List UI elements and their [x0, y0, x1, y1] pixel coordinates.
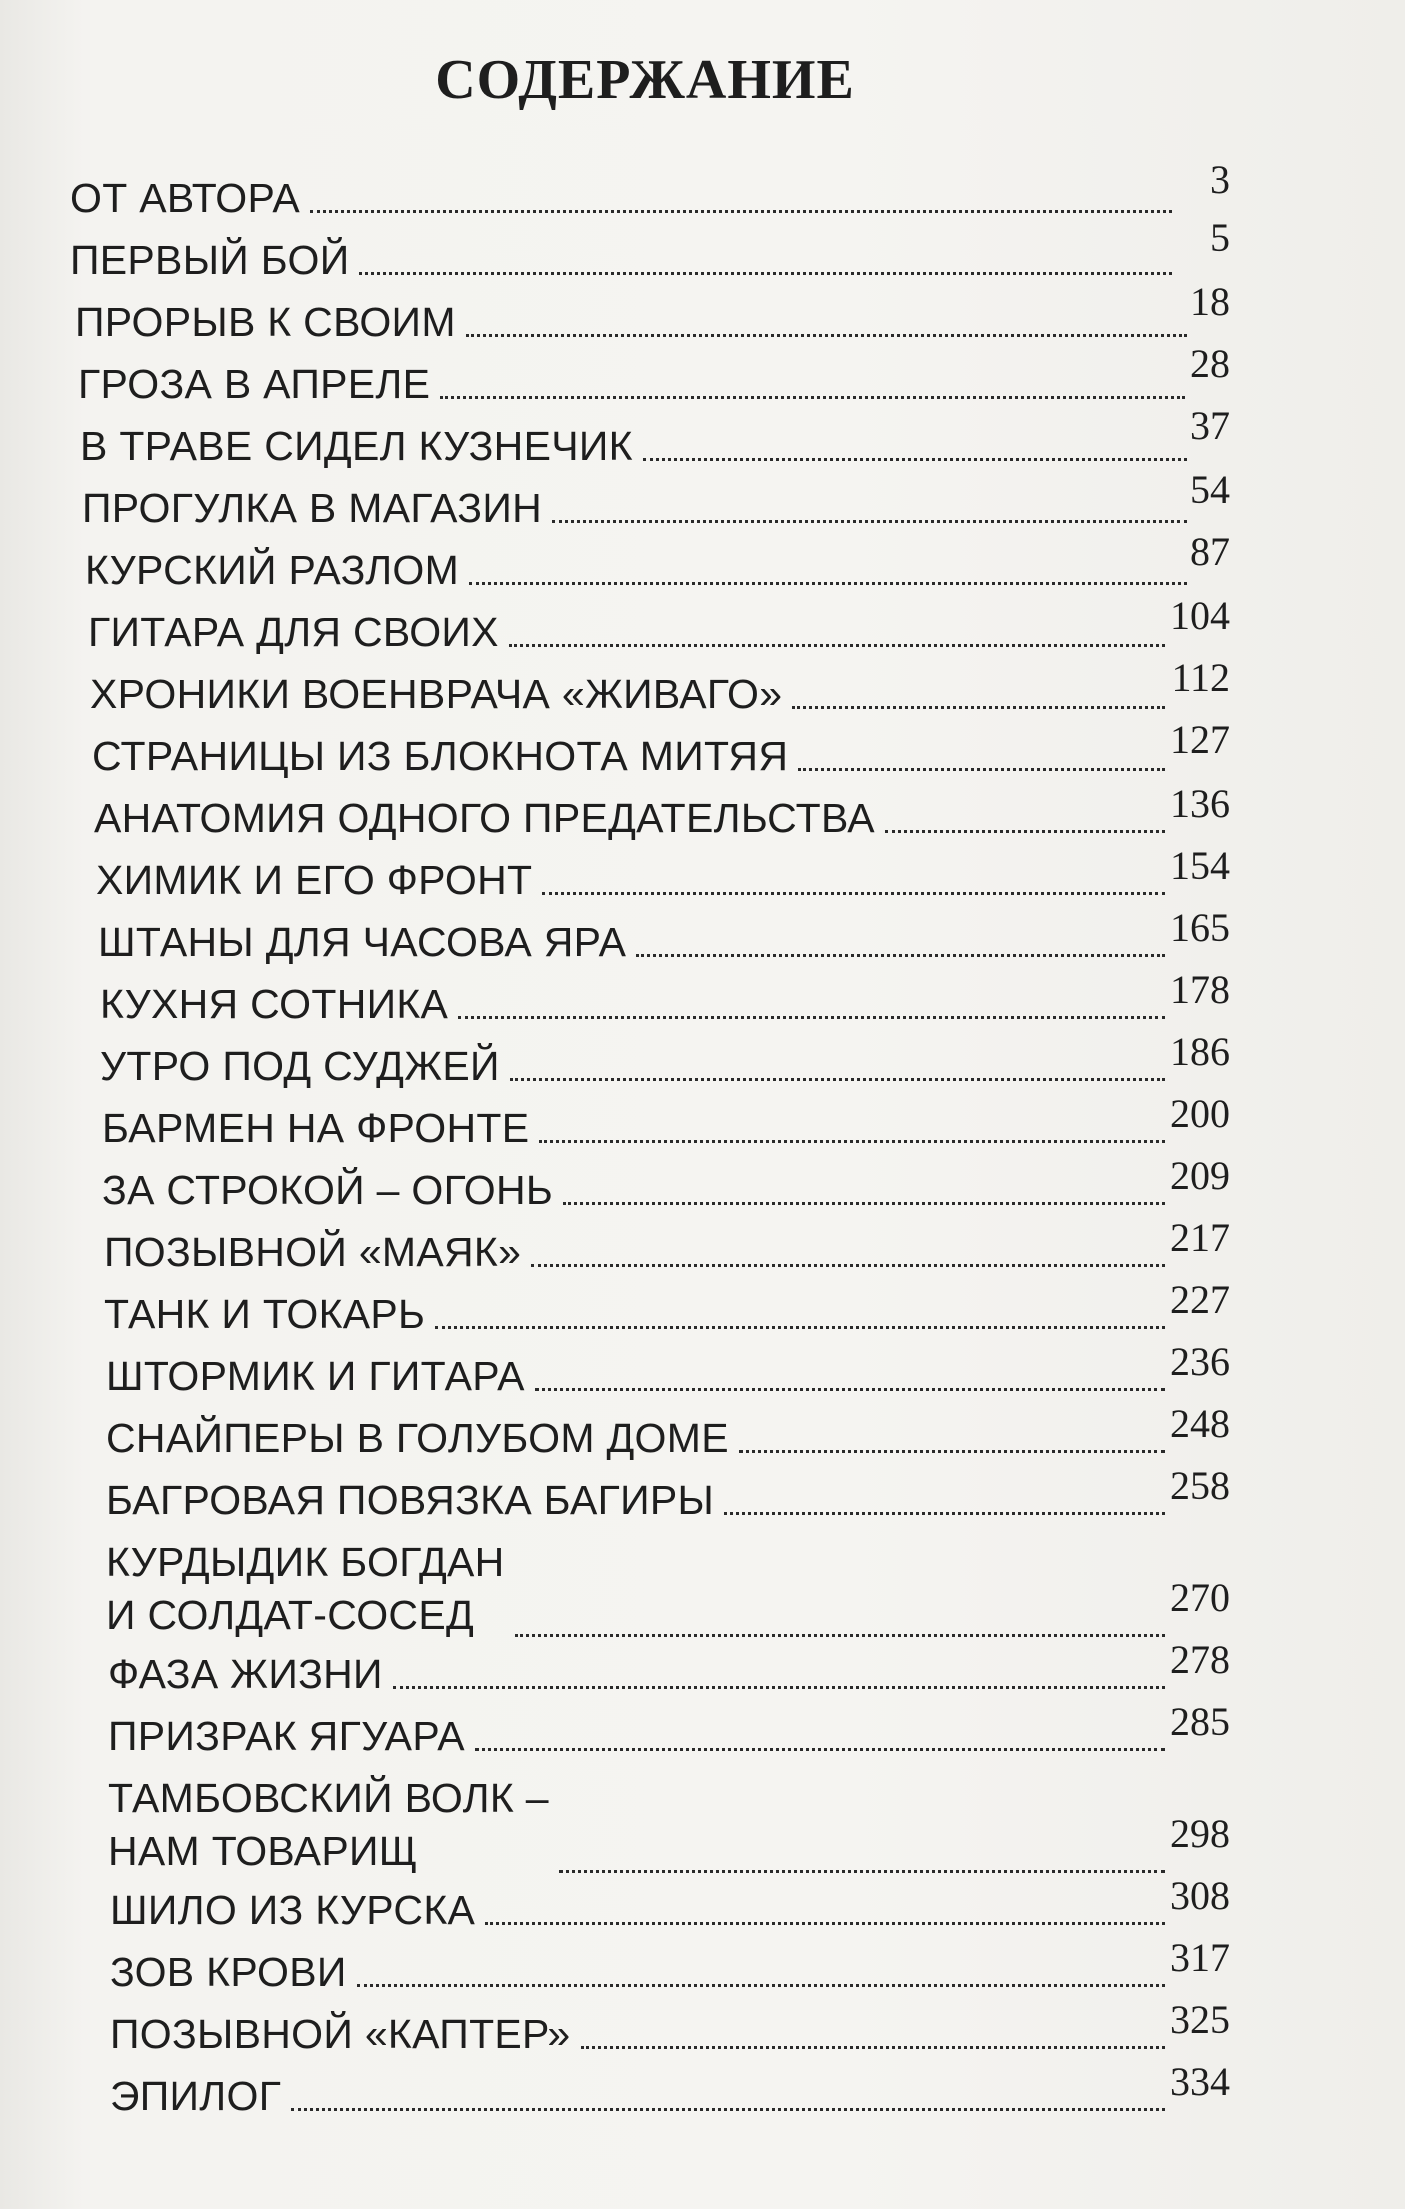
dot-leader: [552, 520, 1187, 523]
toc-entry-title: ПЕРВЫЙ БОЙ: [70, 237, 350, 283]
dot-leader: [539, 1140, 1165, 1143]
toc-entry-page: 200: [1170, 1091, 1230, 1136]
dot-leader: [510, 1078, 1165, 1081]
toc-entry-page: 112: [1171, 655, 1230, 700]
toc-entry: [70, 175, 1220, 221]
toc-entry-page: 104: [1170, 593, 1230, 638]
dot-leader: [458, 1016, 1165, 1019]
toc-entry-page: 285: [1170, 1699, 1230, 1744]
toc-entry-title-line: И СОЛДАТ-СОСЕД: [106, 1592, 475, 1639]
toc-entry-page: 217: [1170, 1215, 1230, 1260]
toc-entry-page: 236: [1170, 1339, 1230, 1384]
toc-entry: [110, 1887, 1173, 1933]
toc-entry: [80, 423, 1195, 469]
dot-leader: [885, 830, 1165, 833]
dot-leader: [531, 1264, 1165, 1267]
dot-leader: [440, 396, 1185, 399]
toc-entry-title: ШИЛО ИЗ КУРСКА: [110, 1887, 476, 1933]
toc-entry-title: СТРАНИЦЫ ИЗ БЛОКНОТА МИТЯЯ: [92, 733, 789, 779]
toc-entry: [102, 1167, 1173, 1213]
toc-entry-page: 54: [1190, 467, 1230, 512]
toc-entry: [108, 1772, 1173, 1879]
dot-leader: [581, 2046, 1165, 2049]
dot-leader: [393, 1686, 1165, 1689]
toc-entry-page: 325: [1170, 1997, 1230, 2042]
dot-leader: [359, 272, 1172, 275]
toc-entry-page: 258: [1170, 1463, 1230, 1508]
toc-entry: [82, 485, 1195, 531]
dot-leader: [435, 1326, 1165, 1329]
dot-leader: [475, 1748, 1165, 1751]
toc-entry-title: КУРСКИЙ РАЗЛОМ: [85, 547, 460, 593]
toc-entry: [88, 609, 1173, 655]
toc-entry-title: ТАНК И ТОКАРЬ: [104, 1291, 426, 1337]
toc-entry-title: [108, 1772, 549, 1879]
toc-entry: [90, 671, 1173, 717]
toc-entry-title: В ТРАВЕ СИДЕЛ КУЗНЕЧИК: [80, 423, 633, 469]
toc-entry-title: ХИМИК И ЕГО ФРОНТ: [96, 857, 533, 903]
toc-entry: [104, 1229, 1173, 1275]
toc-entry-page: 186: [1170, 1029, 1230, 1074]
toc-entry: [102, 1105, 1173, 1151]
toc-entry-title: ПОЗЫВНОЙ «КАПТЕР»: [110, 2011, 571, 2057]
toc-entry-page: 18: [1190, 279, 1230, 324]
toc-entry: [85, 547, 1195, 593]
dot-leader: [563, 1202, 1165, 1205]
toc-entry-page: 209: [1170, 1153, 1230, 1198]
toc-entry-page: 28: [1190, 341, 1230, 386]
toc-entry-page: 178: [1170, 967, 1230, 1012]
toc-entry-page: 165: [1170, 905, 1230, 950]
toc-entry-page: 334: [1170, 2059, 1230, 2104]
dot-leader: [535, 1388, 1165, 1391]
dot-leader: [559, 1870, 1165, 1873]
toc-entry: [110, 2011, 1173, 2057]
toc-entry: [70, 237, 1220, 283]
toc-entry: [92, 733, 1173, 779]
toc-entry-title: ОТ АВТОРА: [70, 175, 301, 221]
toc-entry-page: 127: [1170, 717, 1230, 762]
toc-entry-page: 154: [1170, 843, 1230, 888]
toc-entry: [106, 1536, 1173, 1643]
toc-entry-title: ПРИЗРАК ЯГУАРА: [108, 1713, 465, 1759]
toc-entry-title: СНАЙПЕРЫ В ГОЛУБОМ ДОМЕ: [106, 1415, 729, 1461]
toc-entry: [94, 795, 1173, 841]
dot-leader: [509, 644, 1165, 647]
toc-entry-page: 5: [1210, 215, 1230, 260]
toc-entry-title: УТРО ПОД СУДЖЕЙ: [100, 1043, 500, 1089]
toc-entry-title: ШТОРМИК И ГИТАРА: [106, 1353, 525, 1399]
toc-entry: [104, 1291, 1173, 1337]
toc-entry: [106, 1353, 1173, 1399]
dot-leader: [469, 582, 1187, 585]
toc-entry-page: 308: [1170, 1873, 1230, 1918]
toc-entry-title: ХРОНИКИ ВОЕНВРАЧА «ЖИВАГО»: [90, 671, 783, 717]
toc-entry-title: БАРМЕН НА ФРОНТЕ: [102, 1105, 530, 1151]
toc-entry-page: 87: [1190, 529, 1230, 574]
toc-entry: [100, 1043, 1173, 1089]
toc-entry: [98, 919, 1173, 965]
toc-entry-page: 298: [1170, 1811, 1230, 1856]
toc-entry-title: КУХНЯ СОТНИКА: [100, 981, 449, 1027]
toc-entry: [106, 1415, 1173, 1461]
dot-leader: [466, 334, 1187, 337]
dot-leader: [724, 1512, 1165, 1515]
toc-entry: [100, 981, 1173, 1027]
toc-entry-page: 136: [1170, 781, 1230, 826]
toc-entry-page: 3: [1210, 157, 1230, 202]
toc-entry-title: ЗА СТРОКОЙ – ОГОНЬ: [102, 1167, 554, 1213]
toc-entry-title: ПРОРЫВ К СВОИМ: [75, 299, 456, 345]
toc-entry-title: ГИТАРА ДЛЯ СВОИХ: [88, 609, 499, 655]
toc-entry-title: АНАТОМИЯ ОДНОГО ПРЕДАТЕЛЬСТВА: [94, 795, 875, 841]
toc-entry-title-line: КУРДЫДИК БОГДАН: [106, 1539, 505, 1585]
dot-leader: [636, 954, 1165, 957]
dot-leader: [798, 768, 1165, 771]
toc-entry: [75, 299, 1195, 345]
toc-entry-title: [106, 1536, 505, 1643]
toc-entry-page: 248: [1170, 1401, 1230, 1446]
dot-leader: [739, 1450, 1165, 1453]
toc-entry-title: ЭПИЛОГ: [110, 2073, 282, 2119]
toc-entry-page: 37: [1190, 403, 1230, 448]
toc-entry-page: 227: [1170, 1277, 1230, 1322]
dot-leader: [291, 2108, 1165, 2111]
page-title: СОДЕРЖАНИЕ: [435, 49, 855, 111]
toc-entry: [78, 361, 1193, 407]
toc-entry: [110, 1949, 1173, 1995]
toc-entry-title: ПОЗЫВНОЙ «МАЯК»: [104, 1229, 522, 1275]
toc-entry: [108, 1713, 1173, 1759]
toc-entry: [110, 2073, 1173, 2119]
toc-entry-title: БАГРОВАЯ ПОВЯЗКА БАГИРЫ: [106, 1477, 715, 1523]
dot-leader: [357, 1984, 1165, 1987]
dot-leader: [542, 892, 1165, 895]
toc-entry: [108, 1651, 1173, 1697]
dot-leader: [515, 1634, 1165, 1637]
toc-entry-title: ШТАНЫ ДЛЯ ЧАСОВА ЯРА: [98, 919, 627, 965]
toc-entry-title-line: НАМ ТОВАРИЩ: [108, 1828, 418, 1875]
toc-entry: [96, 857, 1173, 903]
toc-entry-title: ГРОЗА В АПРЕЛЕ: [78, 361, 431, 407]
dot-leader: [792, 706, 1165, 709]
toc-entry-page: 270: [1170, 1575, 1230, 1620]
toc-entry-page: 317: [1170, 1935, 1230, 1980]
dot-leader: [310, 210, 1172, 213]
toc-entry-title: ПРОГУЛКА В МАГАЗИН: [82, 485, 543, 531]
toc-entry-title: ФАЗА ЖИЗНИ: [108, 1651, 383, 1697]
dot-leader: [643, 458, 1187, 461]
dot-leader: [485, 1922, 1165, 1925]
toc-entry: [106, 1477, 1173, 1523]
toc-entry-title: ЗОВ КРОВИ: [110, 1949, 347, 1995]
toc-entry-page: 278: [1170, 1637, 1230, 1682]
toc-entry-title-line: ТАМБОВСКИЙ ВОЛК –: [108, 1775, 549, 1821]
